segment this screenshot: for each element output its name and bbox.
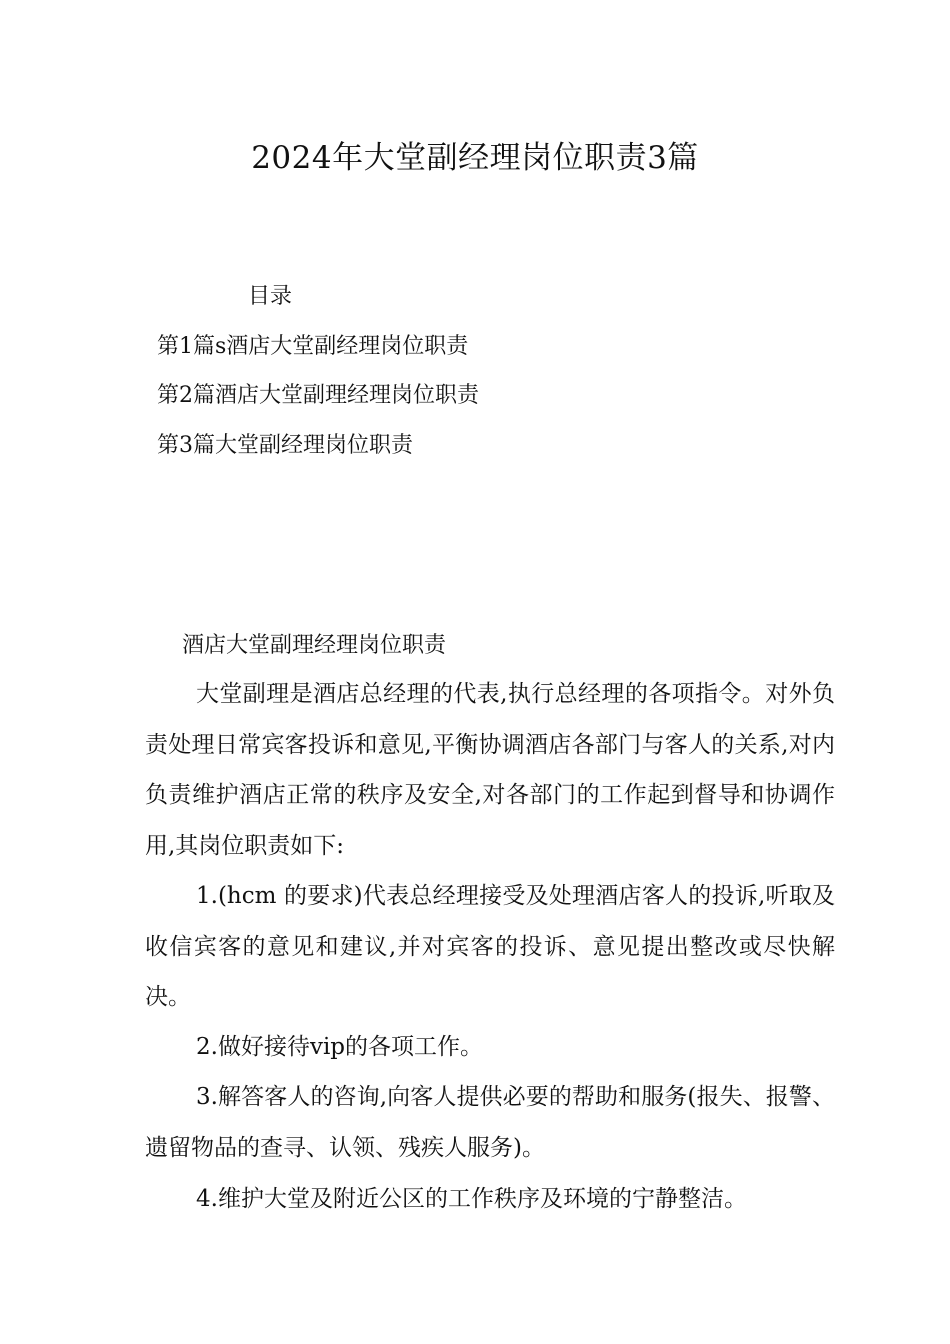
paragraph-intro: 大堂副理是酒店总经理的代表,执行总经理的各项指令。对外负责处理日常宾客投诉和意见,平衡协调酒店各部门与客人的关系,对内负责维护酒店正常的秩序及安全,对各部门的工作起到督导和协调作用,其岗位职责如下: xyxy=(145,681,835,859)
document-title: 2024年大堂副经理岗位职责3篇 xyxy=(251,140,699,176)
paragraph-duty-2: 2.做好接待vip的各项工作。 xyxy=(196,1034,484,1060)
paragraph-duty-3: 3.解答客人的咨询,向客人提供必要的帮助和服务(报失、报警、遗留物品的查寻、认领、残疾人服务)。 xyxy=(145,1084,835,1161)
toc-item-2[interactable]: 第2篇酒店大堂副理经理岗位职责 xyxy=(157,383,479,408)
toc-heading: 目录 xyxy=(248,284,293,309)
paragraph-duty-4: 4.维护大堂及附近公区的工作秩序及环境的宁静整洁。 xyxy=(196,1186,747,1212)
toc-item-1[interactable]: 第1篇s酒店大堂副经理岗位职责 xyxy=(157,334,469,359)
paragraph-duty-1: 1.(hcm 的要求)代表总经理接受及处理酒店客人的投诉,听取及收信宾客的意见和建议,并对宾客的投诉、意见提出整改或尽快解决。 xyxy=(145,883,835,1010)
section-title: 酒店大堂副理经理岗位职责 xyxy=(182,633,447,658)
toc-item-3[interactable]: 第3篇大堂副经理岗位职责 xyxy=(157,433,413,458)
